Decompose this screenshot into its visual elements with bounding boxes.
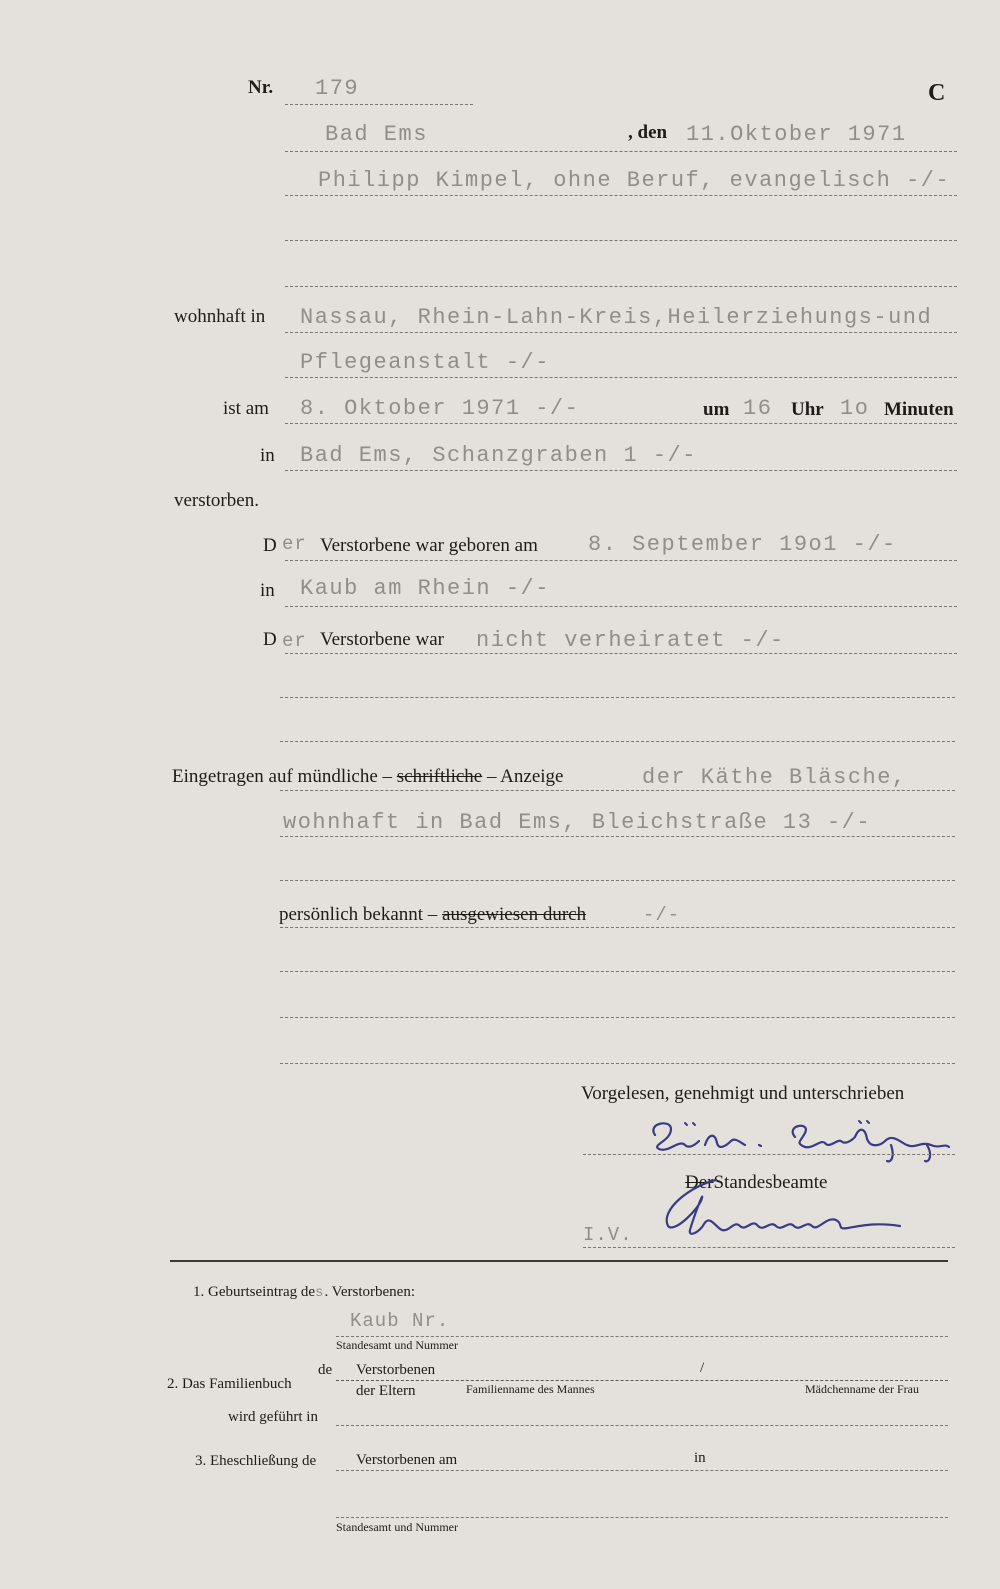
item1-label-a: 1. Geburtseintrag de [193, 1284, 316, 1300]
blank-line-5 [280, 880, 955, 881]
birth-place: Kaub am Rhein -/- [300, 576, 550, 601]
item2-label: 2. Das Familienbuch [167, 1376, 292, 1392]
item3-line [336, 1470, 948, 1471]
item1-value: Kaub Nr. [350, 1310, 450, 1332]
item1-label [193, 1284, 415, 1301]
known-line [280, 927, 955, 928]
standesbeamte-text: Standesbeamte [713, 1172, 828, 1193]
registration-label-struck: schriftliche [396, 766, 483, 787]
birth-date: 8. September 19o1 -/- [588, 532, 897, 557]
informant-line-1: der Käthe Bläsche, [642, 765, 907, 790]
item1-label-b: . Verstorbenen: [324, 1284, 415, 1300]
death-place: Bad Ems, Schanzgraben 1 -/- [300, 443, 697, 468]
informant-signature [645, 1115, 955, 1165]
death-minutes: 1o [840, 396, 870, 421]
item3-in: in [694, 1450, 706, 1466]
verstorben-label: verstorben. [174, 490, 259, 511]
birth-date-line [285, 560, 957, 561]
death-date: 8. Oktober 1971 -/- [300, 396, 580, 421]
item2-gefuehrt-line [336, 1425, 948, 1426]
marital-prefix-d: D [263, 629, 277, 650]
informant-dotline-2 [280, 836, 955, 837]
wohnhaft-label: wohnhaft in [174, 306, 266, 327]
known-label-struck: ausgewiesen durch [442, 904, 587, 925]
item3-verstorbenen: Verstorbenen am [356, 1452, 458, 1468]
birth-place-line [285, 606, 957, 607]
name-line [285, 195, 957, 196]
nr-label: Nr. [248, 77, 274, 98]
registration-label-end: – Anzeige [486, 766, 564, 787]
iv-label: I.V. [583, 1224, 633, 1246]
nr-line [285, 104, 473, 105]
item2-maedchenname-frau: Mädchenname der Frau [805, 1382, 919, 1396]
ist-am-label: ist am [223, 398, 269, 419]
registrar-signature [660, 1168, 910, 1248]
wohnhaft-dotline-1 [285, 332, 957, 333]
item3-label: 3. Eheschließung de [195, 1453, 317, 1469]
person-name-line: Philipp Kimpel, ohne Beruf, evangelisch -/- [318, 168, 951, 193]
footer-divider [170, 1260, 948, 1262]
marital-line [285, 653, 957, 654]
item1-typed: s [315, 1285, 325, 1301]
wohnhaft-dotline-2 [285, 377, 957, 378]
wohnhaft-line-1: Nassau, Rhein-Lahn-Kreis,Heilerziehungs-und [300, 305, 933, 330]
um-label: um [703, 399, 730, 420]
item2-de: de [318, 1362, 333, 1378]
date-value: 11.Oktober 1971 [686, 122, 907, 147]
informant-line-2: wohnhaft in Bad Ems, Bleichstraße 13 -/- [283, 810, 872, 835]
death-date-line [285, 423, 957, 424]
item2-slash: / [700, 1360, 705, 1376]
den-label: , den [628, 122, 668, 143]
marital-label: Verstorbene war [320, 629, 444, 650]
item3-standesamt-line [336, 1517, 948, 1518]
place-value: Bad Ems [325, 122, 428, 147]
item2-der-eltern: der Eltern [356, 1383, 416, 1399]
uhr-label: Uhr [791, 399, 824, 420]
informant-dotline-1 [280, 790, 955, 791]
item1-line [336, 1336, 948, 1337]
registration-label [172, 766, 564, 788]
wohnhaft-line-2: Pflegeanstalt -/- [300, 350, 550, 375]
struck-der: Der [685, 1172, 714, 1193]
marital-prefix-typed: er [282, 630, 307, 652]
blank-line-3 [280, 697, 955, 698]
item2-familienname-mannes: Familienname des Mannes [466, 1382, 595, 1396]
marital-value: nicht verheiratet -/- [476, 628, 785, 653]
item2-verstorbenen: Verstorbenen [356, 1362, 436, 1378]
birth-label: Verstorbene war geboren am [320, 535, 538, 556]
known-value: -/- [643, 904, 681, 926]
known-label-start: persönlich bekannt – [279, 904, 438, 925]
death-in-label: in [260, 445, 275, 466]
item2-wird-gefuehrt: wird geführt in [228, 1409, 318, 1425]
known-label [279, 904, 586, 926]
item1-standesamt-label: Standesamt und Nummer [336, 1338, 458, 1352]
birth-prefix-typed: er [282, 533, 307, 555]
blank-line-1 [285, 240, 957, 241]
death-hour: 16 [743, 396, 773, 421]
death-place-line [285, 470, 957, 471]
item2-line [336, 1380, 948, 1381]
form-letter: C [928, 80, 946, 106]
registration-label-start: Eingetragen auf mündliche – [172, 766, 393, 787]
blank-line-7 [280, 1017, 955, 1018]
birth-in-label: in [260, 580, 275, 601]
item3-standesamt-label: Standesamt und Nummer [336, 1520, 458, 1534]
minuten-label: Minuten [884, 399, 954, 420]
informant-signature-line [583, 1154, 955, 1155]
place-date-line [285, 151, 957, 152]
birth-prefix-d: D [263, 535, 277, 556]
blank-line-4 [280, 741, 955, 742]
registrar-signature-line [583, 1247, 955, 1248]
blank-line-2 [285, 286, 957, 287]
blank-line-8 [280, 1063, 955, 1064]
vorgelesen-text: Vorgelesen, genehmigt und unterschrieben [581, 1083, 905, 1104]
nr-value: 179 [315, 76, 360, 101]
blank-line-6 [280, 971, 955, 972]
